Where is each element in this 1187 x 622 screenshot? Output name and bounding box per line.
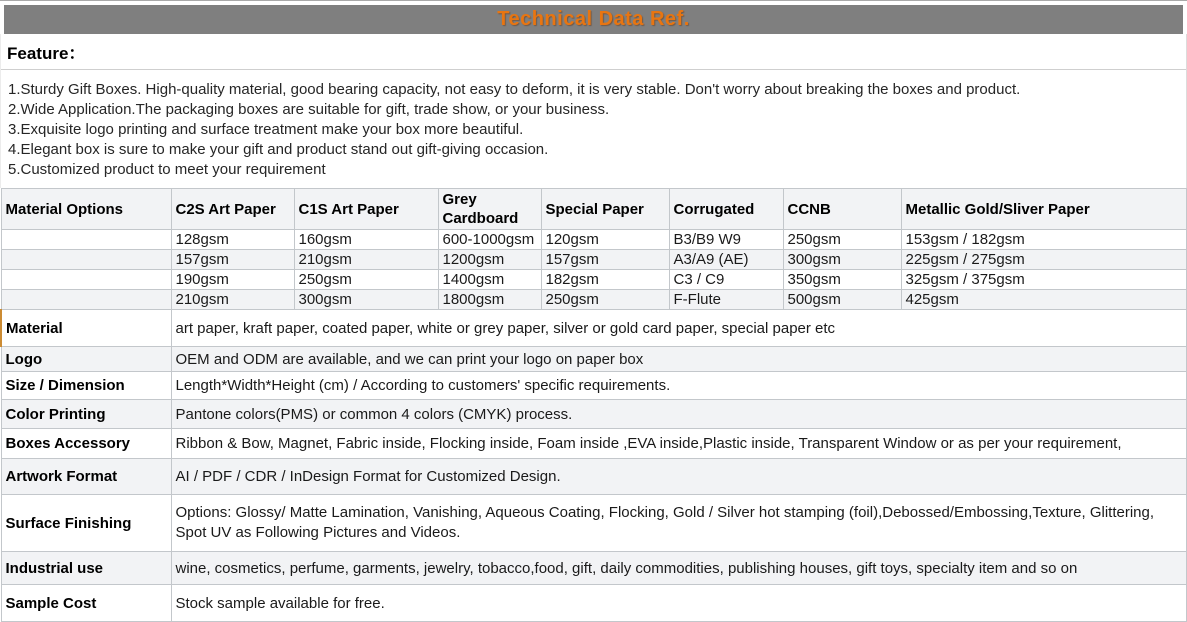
attr-label: Logo bbox=[1, 347, 171, 372]
table-row-size-dimension bbox=[1, 372, 1187, 400]
attr-value: Options: Glossy/ Matte Lamination, Vanishing, Aqueous Coating, Flocking, Gold / Silver hot stamping (foil),Debossed/Embossing,Texture, Glittering, Spot UV as Following Pictures and Videos. bbox=[171, 495, 1187, 552]
spec-cell: 250gsm bbox=[783, 230, 901, 250]
spec-cell: 128gsm bbox=[171, 230, 294, 250]
spec-cell: 1200gsm bbox=[438, 250, 541, 270]
feature-item: 3.Exquisite logo printing and surface treatment make your box more beautiful. bbox=[8, 121, 524, 138]
attr-label: Size / Dimension bbox=[1, 372, 171, 400]
attr-value: AI / PDF / CDR / InDesign Format for Customized Design. bbox=[171, 459, 1187, 495]
table-row bbox=[1, 270, 1187, 290]
spec-cell: 157gsm bbox=[541, 250, 669, 270]
column-header-metallic-paper: Metallic Gold/Sliver Paper bbox=[901, 189, 1187, 230]
attr-label: Surface Finishing bbox=[1, 495, 171, 552]
spec-cell: 250gsm bbox=[541, 290, 669, 310]
spec-cell: 225gsm / 275gsm bbox=[901, 250, 1187, 270]
table-row-logo bbox=[1, 347, 1187, 372]
spec-cell: 210gsm bbox=[171, 290, 294, 310]
spec-cell: 120gsm bbox=[541, 230, 669, 250]
spec-cell bbox=[1, 230, 171, 250]
title-bar bbox=[4, 5, 1183, 34]
table-row-artwork-format bbox=[1, 459, 1187, 495]
spec-cell: 160gsm bbox=[294, 230, 438, 250]
feature-item: 4.Elegant box is sure to make your gift and product stand out gift-giving occasion. bbox=[8, 141, 549, 158]
spec-header-row bbox=[1, 189, 1187, 230]
spec-cell: 300gsm bbox=[783, 250, 901, 270]
column-header-special-paper: Special Paper bbox=[541, 189, 669, 230]
page-title: Technical Data Ref. bbox=[497, 8, 690, 30]
table-row-sample-cost bbox=[1, 585, 1187, 622]
spec-cell: 182gsm bbox=[541, 270, 669, 290]
feature-item: 5.Customized product to meet your requirement bbox=[8, 161, 326, 178]
spec-cell: 153gsm / 182gsm bbox=[901, 230, 1187, 250]
spec-table bbox=[0, 188, 1187, 622]
attr-label: Sample Cost bbox=[1, 585, 171, 622]
attr-label: Artwork Format bbox=[1, 459, 171, 495]
table-row bbox=[1, 250, 1187, 270]
attr-value: Stock sample available for free. bbox=[171, 585, 1187, 622]
spec-cell bbox=[1, 290, 171, 310]
attr-label: Industrial use bbox=[1, 552, 171, 585]
attr-value: wine, cosmetics, perfume, garments, jewelry, tobacco,food, gift, daily commodities, publishing houses, gift toys, specialty item and so on bbox=[171, 552, 1187, 585]
spec-cell: 425gsm bbox=[901, 290, 1187, 310]
column-header-corrugated: Corrugated bbox=[669, 189, 783, 230]
column-header-c1s-art-paper: C1S Art Paper bbox=[294, 189, 438, 230]
table-row-industrial-use bbox=[1, 552, 1187, 585]
spec-cell: C3 / C9 bbox=[669, 270, 783, 290]
spec-cell: 500gsm bbox=[783, 290, 901, 310]
spec-cell: 350gsm bbox=[783, 270, 901, 290]
spec-cell: 210gsm bbox=[294, 250, 438, 270]
spec-cell bbox=[1, 270, 171, 290]
feature-heading: Feature： bbox=[1, 34, 1186, 70]
spec-cell: 1800gsm bbox=[438, 290, 541, 310]
spec-cell: 600-1000gsm bbox=[438, 230, 541, 250]
spec-cell: 250gsm bbox=[294, 270, 438, 290]
table-row bbox=[1, 290, 1187, 310]
spec-cell bbox=[1, 250, 171, 270]
column-header-ccnb: CCNB bbox=[783, 189, 901, 230]
attr-value: Ribbon & Bow, Magnet, Fabric inside, Flocking inside, Foam inside ,EVA inside,Plastic inside, Transparent Window or as per your requirement, bbox=[171, 429, 1187, 459]
column-header-material-options: Material Options bbox=[1, 189, 171, 230]
spec-cell: 1400gsm bbox=[438, 270, 541, 290]
attr-label: Material bbox=[1, 310, 171, 347]
attr-value: OEM and ODM are available, and we can print your logo on paper box bbox=[171, 347, 1187, 372]
attr-label: Boxes Accessory bbox=[1, 429, 171, 459]
attr-value: art paper, kraft paper, coated paper, white or grey paper, silver or gold card paper, special paper etc bbox=[171, 310, 1187, 347]
attr-value: Pantone colors(PMS) or common 4 colors (CMYK) process. bbox=[171, 400, 1187, 429]
spec-cell: 157gsm bbox=[171, 250, 294, 270]
spec-cell: B3/B9 W9 bbox=[669, 230, 783, 250]
spec-cell: A3/A9 (AE) bbox=[669, 250, 783, 270]
feature-section bbox=[0, 34, 1187, 188]
attr-value: Length*Width*Height (cm) / According to customers' specific requirements. bbox=[171, 372, 1187, 400]
attr-label: Color Printing bbox=[1, 400, 171, 429]
column-header-grey-cardboard: Grey Cardboard bbox=[438, 189, 541, 230]
table-row-material bbox=[1, 310, 1187, 347]
table-row-surface-finishing bbox=[1, 495, 1187, 552]
spec-cell: 190gsm bbox=[171, 270, 294, 290]
spec-cell: F-Flute bbox=[669, 290, 783, 310]
feature-item: 2.Wide Application.The packaging boxes are suitable for gift, trade show, or your business. bbox=[8, 101, 610, 118]
feature-list bbox=[1, 70, 1186, 188]
spec-cell: 325gsm / 375gsm bbox=[901, 270, 1187, 290]
table-row-color-printing bbox=[1, 400, 1187, 429]
feature-item: 1.Sturdy Gift Boxes. High-quality material, good bearing capacity, not easy to deform, it is very stable. Don't worry about breaking the boxes and product. bbox=[8, 81, 1021, 98]
table-row-boxes-accessory bbox=[1, 429, 1187, 459]
table-row bbox=[1, 230, 1187, 250]
spec-cell: 300gsm bbox=[294, 290, 438, 310]
column-header-c2s-art-paper: C2S Art Paper bbox=[171, 189, 294, 230]
top-edge-line bbox=[0, 0, 1187, 1]
